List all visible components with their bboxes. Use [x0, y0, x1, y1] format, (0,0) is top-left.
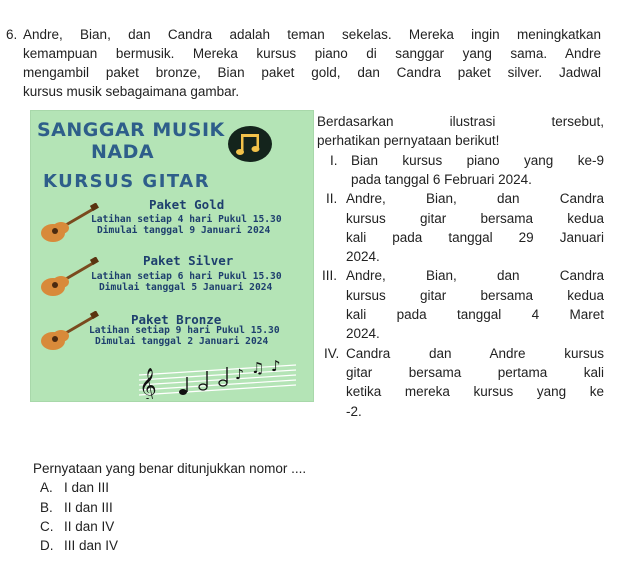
- poster: [30, 110, 314, 402]
- statement-2-line-1: Andre, Bian, dan Candra: [346, 191, 604, 206]
- option-c-letter: C.: [40, 519, 54, 534]
- statement-3-line-2: kursus gitar bersama kedua: [346, 288, 604, 303]
- option-a-text[interactable]: I dan III: [64, 480, 110, 495]
- package-silver-start: Dimulai tanggal 5 Januari 2024: [99, 282, 273, 293]
- option-c-text[interactable]: II dan IV: [64, 519, 115, 534]
- statement-1-line-1: Bian kursus piano yang ke-9: [351, 153, 604, 168]
- question-prompt: Pernyataan yang benar ditunjukkan nomor ....: [33, 461, 307, 476]
- intro-line-2: kemampuan bermusik. Mereka kursus piano di sanggar yang sama. Andre: [23, 46, 601, 61]
- statement-2-number: II.: [326, 191, 338, 206]
- statement-2-line-2: kursus gitar bersama kedua: [346, 211, 604, 226]
- statement-4-line-1: Candra dan Andre kursus: [346, 346, 604, 361]
- side-line-1: Berdasarkan ilustrasi tersebut,: [317, 114, 604, 129]
- svg-text:♪: ♪: [235, 367, 244, 383]
- package-silver-name: Paket Silver: [143, 253, 234, 268]
- statement-4-line-2: gitar bersama pertama kali: [346, 365, 604, 380]
- statement-3-line-1: Andre, Bian, dan Candra: [346, 268, 604, 283]
- statement-3-line-3: kali pada tanggal 4 Maret: [346, 307, 604, 322]
- svg-text:𝄞: 𝄞: [139, 368, 157, 399]
- music-staff-icon: [131, 349, 301, 402]
- package-bronze-schedule: Latihan setiap 9 hari Pukul 15.30: [89, 325, 280, 336]
- option-d-letter: D.: [40, 538, 54, 553]
- guitar-icon: [37, 257, 99, 302]
- statement-3-number: III.: [322, 268, 338, 283]
- side-line-2: perhatikan pernyataan berikut!: [317, 133, 500, 148]
- statement-1-line-2: pada tanggal 6 Februari 2024.: [351, 172, 532, 187]
- intro-line-1: Andre, Bian, dan Candra adalah teman sekelas. Mereka ingin meningkatkan: [23, 27, 601, 42]
- svg-text:♫: ♫: [251, 359, 265, 377]
- poster-title-line2: NADA: [91, 141, 155, 163]
- svg-text:♪: ♪: [271, 357, 281, 375]
- package-gold-schedule: Latihan setiap 4 hari Pukul 15.30: [91, 214, 282, 225]
- poster-title-line1: SANGGAR MUSIK: [37, 119, 225, 141]
- option-b-letter: B.: [40, 500, 53, 515]
- package-gold-name: Paket Gold: [149, 197, 225, 212]
- package-bronze-start: Dimulai tanggal 2 Januari 2024: [95, 336, 269, 347]
- statement-2-line-4: 2024.: [346, 249, 380, 264]
- option-a-letter: A.: [40, 480, 53, 495]
- option-b-text[interactable]: II dan III: [64, 500, 113, 515]
- statement-4-line-4: -2.: [346, 404, 362, 419]
- package-silver-schedule: Latihan setiap 6 hari Pukul 15.30: [91, 271, 282, 282]
- statement-2-line-3: kali pada tanggal 29 Januari: [346, 230, 604, 245]
- statement-4-number: IV.: [324, 346, 340, 361]
- statement-3-line-4: 2024.: [346, 326, 380, 341]
- option-d-text[interactable]: III dan IV: [64, 538, 119, 553]
- question-number: 6.: [6, 27, 18, 42]
- package-bronze-name: Paket Bronze: [131, 312, 222, 327]
- statement-1-number: I.: [330, 153, 338, 168]
- package-gold-start: Dimulai tanggal 9 Januari 2024: [97, 225, 271, 236]
- music-note-icon: [227, 125, 273, 166]
- statement-4-line-3: ketika mereka kursus yang ke: [346, 384, 604, 399]
- guitar-icon: [37, 311, 99, 356]
- poster-subtitle: KURSUS GITAR: [43, 171, 211, 192]
- guitar-icon: [37, 203, 99, 248]
- intro-line-4: kursus musik sebagaimana gambar.: [23, 84, 240, 99]
- intro-line-3: mengambil paket bronze, Bian paket gold, dan Candra paket silver. Jadwal: [23, 65, 601, 80]
